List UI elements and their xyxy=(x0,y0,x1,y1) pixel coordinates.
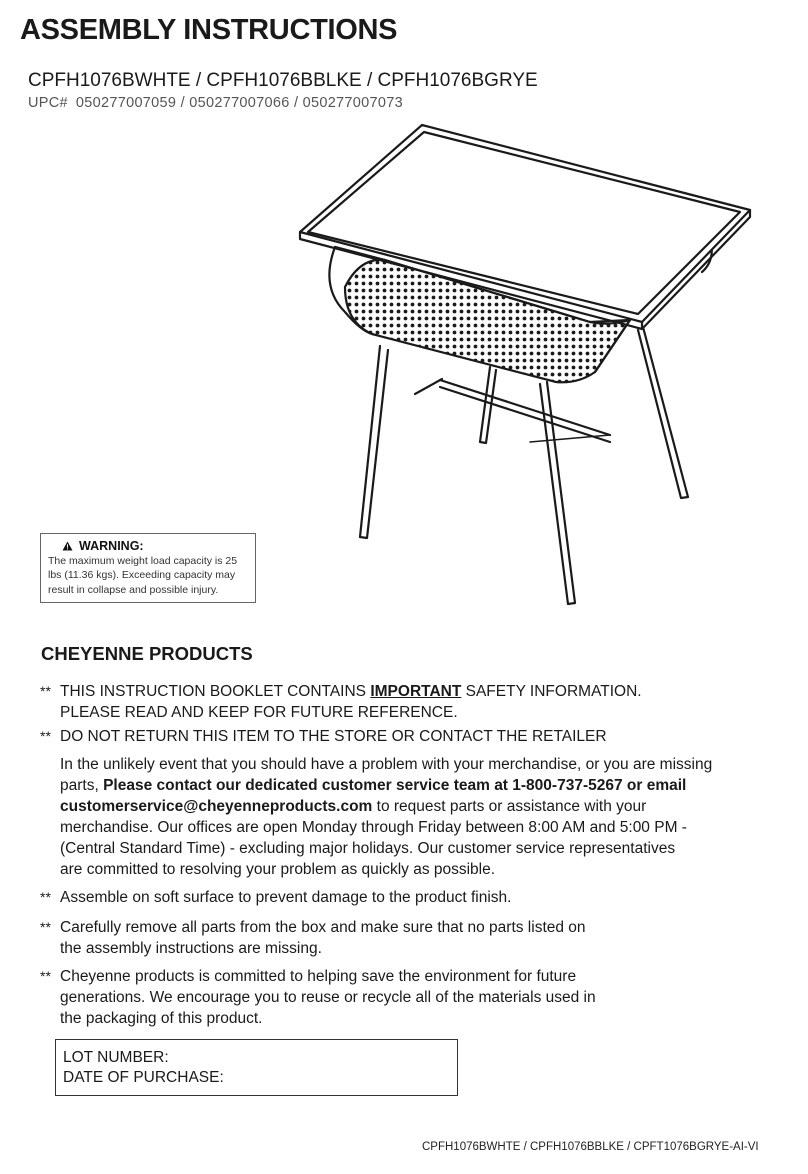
side-table-drawing xyxy=(290,112,760,612)
notice-marker: ** xyxy=(40,968,51,984)
notice-text: generations. We encourage you to reuse or recycle all of the materials used in xyxy=(60,989,596,1006)
notice-remove-parts xyxy=(40,917,586,959)
notice-marker: ** xyxy=(40,683,51,699)
upc-label: UPC# xyxy=(28,95,68,111)
notice-text: the packaging of this product. xyxy=(60,1010,263,1027)
notice-marker: ** xyxy=(40,889,51,905)
warning-line-1: The maximum weight load capacity is 25 xyxy=(48,554,238,567)
notice-text: Assemble on soft surface to prevent damage to the product finish. xyxy=(60,889,512,906)
notice-environment xyxy=(40,966,596,1029)
company-name: CHEYENNE PRODUCTS xyxy=(41,643,253,664)
contact-text: parts, xyxy=(60,777,104,794)
footer-model-code: CPFH1076BWHTE / CPFH1076BBLKE / CPFT1076BGRYE-AI-VI xyxy=(422,1141,759,1153)
lot-number-label: LOT NUMBER: xyxy=(63,1049,169,1066)
upc-line xyxy=(28,95,403,111)
contact-email: customerservice@cheyenneproducts.com xyxy=(60,798,373,815)
notice-text: Cheyenne products is committed to helping save the environment for future xyxy=(60,968,577,985)
date-of-purchase-label: DATE OF PURCHASE: xyxy=(63,1069,224,1086)
contact-text: to request parts or assistance with your xyxy=(372,798,647,815)
notice-text: THIS INSTRUCTION BOOKLET CONTAINS xyxy=(60,683,371,700)
lot-number-box xyxy=(55,1039,458,1096)
warning-box xyxy=(40,533,256,603)
contact-line xyxy=(60,796,800,817)
notice-marker: ** xyxy=(40,728,51,744)
notice-text: the assembly instructions are missing. xyxy=(60,940,322,957)
notice-soft-surface xyxy=(40,887,511,908)
upc-codes: 050277007059 / 050277007066 / 050277007073 xyxy=(75,95,403,111)
contact-line: (Central Standard Time) - excluding major holidays. Our customer service representatives xyxy=(60,840,676,857)
warning-line-3: result in collapse and possible injury. xyxy=(48,583,219,596)
important-emphasis: IMPORTANT xyxy=(370,683,462,700)
notice-text: SAFETY INFORMATION. xyxy=(461,683,642,700)
document-title: ASSEMBLY INSTRUCTIONS xyxy=(20,14,398,46)
model-numbers: CPFH1076BWHTE / CPFH1076BBLKE / CPFH1076BGRYE xyxy=(28,70,538,91)
contact-line: merchandise. Our offices are open Monday through Friday between 8:00 AM and 5:00 PM - xyxy=(60,819,687,836)
warning-heading-text: WARNING: xyxy=(79,539,144,553)
contact-phone: Please contact our dedicated customer service team at 1-800-737-5267 or email xyxy=(103,777,687,794)
notice-safety xyxy=(40,681,642,723)
customer-service-paragraph xyxy=(60,754,800,880)
warning-line-2: lbs (11.36 kgs). Exceeding capacity may xyxy=(48,569,236,581)
notice-text: PLEASE READ AND KEEP FOR FUTURE REFERENCE. xyxy=(60,704,458,721)
contact-line: are committed to resolving your problem as quickly as possible. xyxy=(60,861,496,878)
notice-marker: ** xyxy=(40,919,51,935)
warning-triangle-icon xyxy=(62,541,73,551)
notice-text: Carefully remove all parts from the box and make sure that no parts listed on xyxy=(60,919,586,936)
notice-text: DO NOT RETURN THIS ITEM TO THE STORE OR CONTACT THE RETAILER xyxy=(60,728,607,745)
warning-heading xyxy=(62,539,255,554)
contact-line xyxy=(60,775,800,796)
notice-do-not-return xyxy=(40,726,607,747)
contact-line: In the unlikely event that you should have a problem with your merchandise, or you are missing xyxy=(60,756,713,773)
